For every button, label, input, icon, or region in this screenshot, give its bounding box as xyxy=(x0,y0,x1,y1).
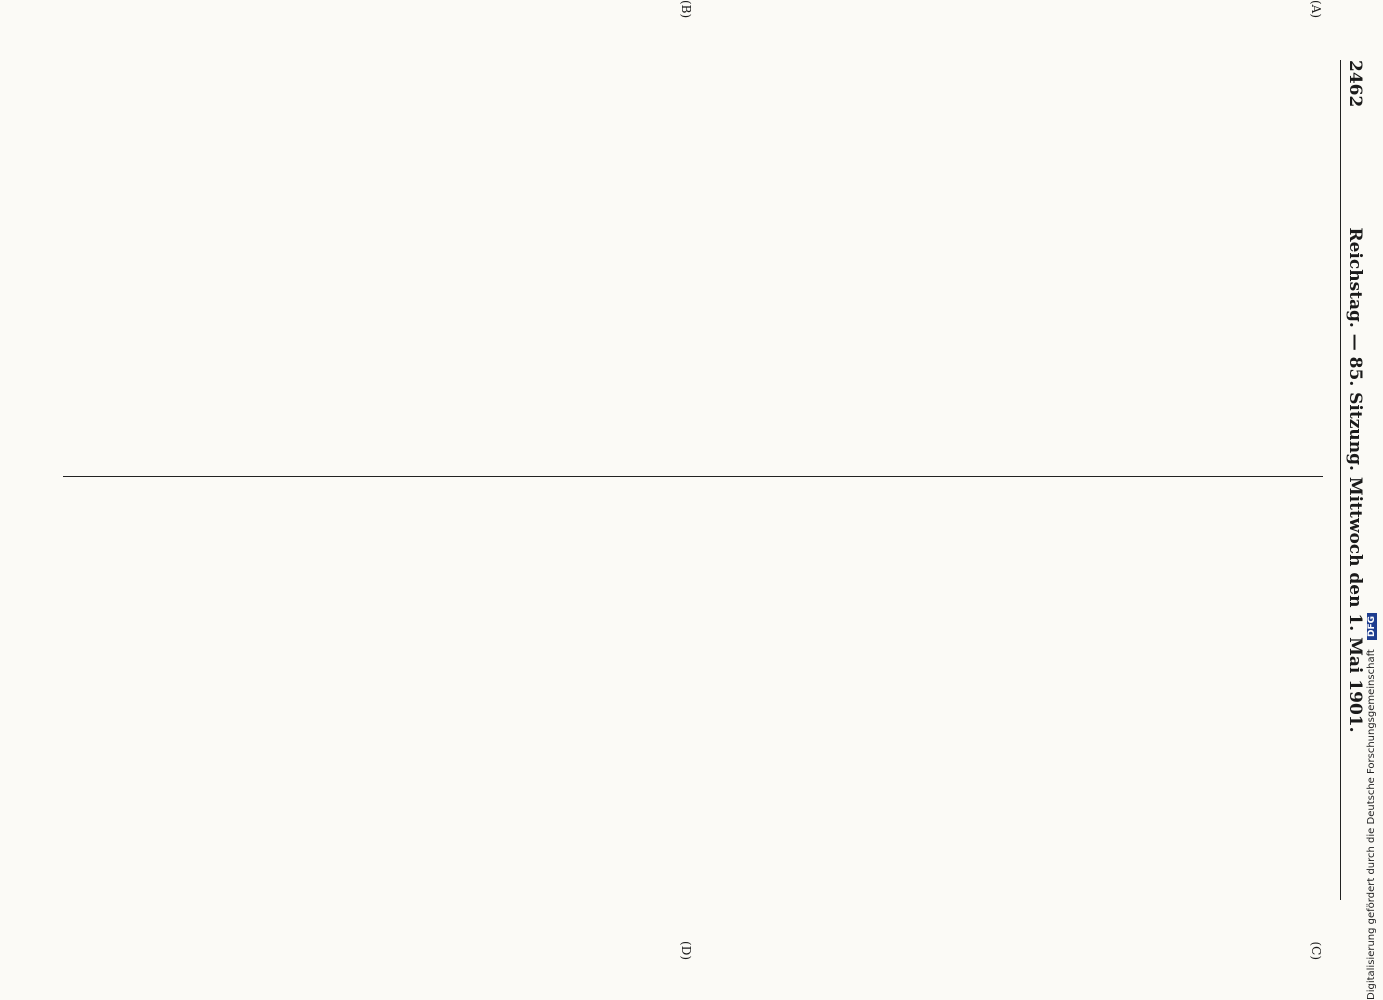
left-column xyxy=(57,60,1325,465)
dfg-logo-icon: DFG xyxy=(1367,613,1377,640)
right-column xyxy=(57,488,1325,893)
margin-letter-d: (D) xyxy=(679,941,693,960)
digitization-footer xyxy=(1366,613,1377,1000)
page-title: Reichstag. — 85. Sitzung. Mittwoch den 1. Mai 1901. xyxy=(1345,227,1365,733)
footer-text: Digitalisierung gefördert durch die Deutsche Forschungsgemeinschaft xyxy=(1366,649,1377,1000)
margin-letter-b: (B) xyxy=(679,0,693,19)
page-number: 2462 xyxy=(1345,60,1365,108)
margin-letter-c: (C) xyxy=(1309,941,1323,960)
column-divider xyxy=(63,476,1323,477)
margin-letter-a: (A) xyxy=(1309,0,1323,19)
